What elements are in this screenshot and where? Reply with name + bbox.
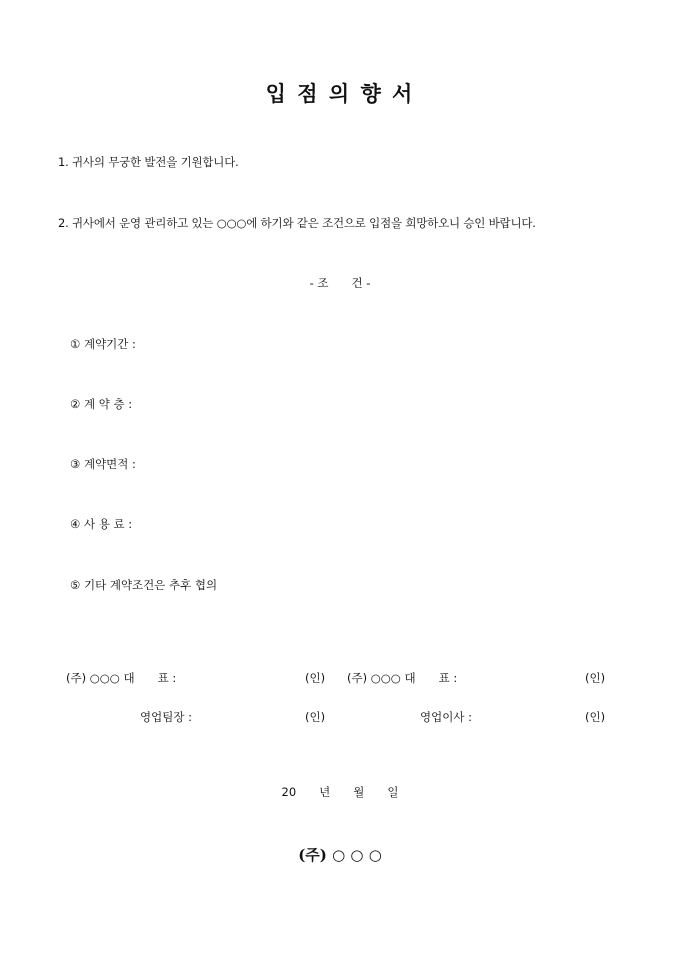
conditions-heading: - 조 건 - xyxy=(309,276,371,290)
right-representative-seal: (인) xyxy=(585,671,606,685)
sales-director-label: 영업이사 : xyxy=(420,710,472,724)
condition-item-contract-period: ① 계약기간 : xyxy=(70,337,136,351)
date-line: 20 년 월 일 xyxy=(281,785,399,799)
paragraph-1: 1. 귀사의 무궁한 발전을 기원합니다. xyxy=(58,155,239,169)
document-title: 입 점 의 향 서 xyxy=(265,81,415,106)
condition-item-contract-area: ③ 계약면적 : xyxy=(70,457,136,471)
company-name: (주) ○ ○ ○ xyxy=(298,846,382,864)
left-representative-label: (주) ○○○ 대 표 : xyxy=(66,671,177,685)
condition-item-other-terms: ⑤ 기타 계약조건은 추후 협의 xyxy=(70,578,218,592)
sales-team-manager-seal: (인) xyxy=(305,710,326,724)
right-representative-label: (주) ○○○ 대 표 : xyxy=(347,671,458,685)
condition-item-usage-fee: ④ 사 용 료 : xyxy=(70,517,133,531)
sales-director-seal: (인) xyxy=(585,710,606,724)
paragraph-2: 2. 귀사에서 운영 관리하고 있는 ○○○에 하기와 같은 조건으로 입점을 희망하오니 승인 바랍니다. xyxy=(58,216,536,230)
condition-item-contract-floor: ② 계 약 층 : xyxy=(70,397,133,411)
left-representative-seal: (인) xyxy=(305,671,326,685)
sales-team-manager-label: 영업팀장 : xyxy=(140,710,192,724)
